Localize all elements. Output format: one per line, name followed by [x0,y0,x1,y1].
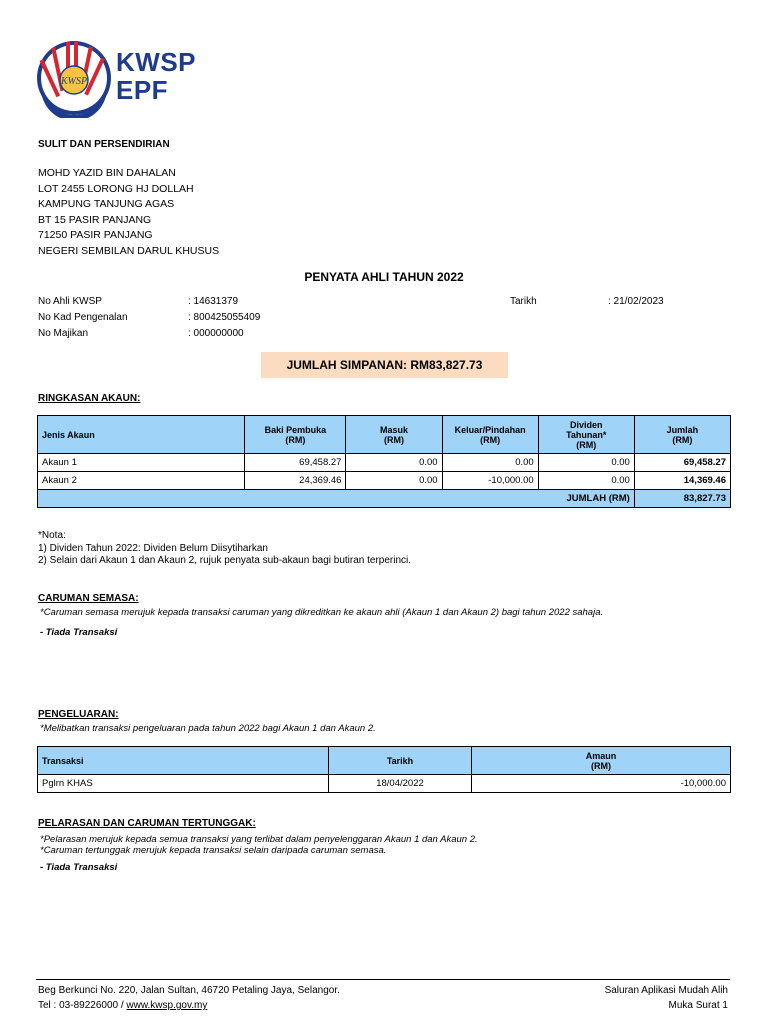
footer-contact [38,983,340,1013]
no-kp-value: : 800425055409 [188,312,261,323]
ringkasan-title: RINGKASAN AKAUN: [38,393,141,404]
footer-tel: Tel : 03-89226000 / [38,1000,127,1011]
no-ahli-value: : 14631379 [188,296,239,307]
header-dividen-line2: Tahunan* [566,429,607,440]
table-row [38,775,731,793]
classification-label: SULIT DAN PERSENDIRIAN [38,139,170,150]
total-label: JUMLAH (RM) [38,490,635,508]
logo-wordmark [116,48,196,104]
pengeluaran-note: *Melibatkan transaksi pengeluaran pada tahun 2022 bagi Akaun 1 dan Akaun 2. [40,723,376,734]
logo-line-epf: EPF [116,75,169,105]
footer-meta [605,983,728,1013]
cell-dividen: 0.00 [538,454,634,472]
footer-address: Beg Berkunci No. 220, Jalan Sultan, 46720 Petaling Jaya, Selangor. [38,985,340,996]
ringkasan-table [37,415,731,508]
cell-keluar: 0.00 [442,454,538,472]
nota-item: 1) Dividen Tahun 2022: Dividen Belum Diisytiharkan [38,542,268,554]
caruman-note: *Caruman semasa merujuk kepada transaksi caruman yang dikreditkan ke akaun ahli (Akaun 1 dan Akaun 2) bagi tahun 2022 sahaja. [40,607,604,618]
pelarasan-note: *Caruman tertunggak merujuk kepada transaksi selain daripada caruman semasa. [40,845,387,856]
no-majikan-label: No Majikan [38,328,89,339]
address-line: 71250 PASIR PANJANG [38,229,153,241]
cell-jenis: Akaun 2 [38,472,245,490]
address-line: BT 15 PASIR PANJANG [38,213,152,226]
table-row [38,454,731,472]
caruman-status: - Tiada Transaksi [40,627,118,638]
header-keluar-line: Keluar/Pindahan [454,424,526,435]
footer-divider [36,979,730,980]
cell-baki: 24,369.46 [245,472,346,490]
header-amaun-unit: (RM) [591,760,611,771]
footer-website-link[interactable]: www.kwsp.gov.my [126,1000,208,1011]
cell-jenis: Akaun 1 [38,454,245,472]
header-masuk [346,416,442,454]
table-header-row [38,416,731,454]
header-jumlah-unit: (RM) [672,434,693,445]
no-ahli-label: No Ahli KWSP [38,296,102,307]
header-amaun [472,747,731,775]
nota-title: *Nota: [38,530,66,541]
logo-line-kwsp: KWSP [116,47,196,77]
cell-transaksi: Pglrn KHAS [38,775,329,793]
seal-text: KWSP [60,76,88,87]
cell-jumlah: 14,369.46 [634,472,730,490]
pelarasan-note: *Pelarasan merujuk kepada semua transaksi yang terlibat dalam penyelenggaran Akaun 1 dan Akaun 2. [40,834,478,845]
cell-masuk: 0.00 [346,454,442,472]
header-masuk-unit: (RM) [384,434,404,445]
tarikh-label: Tarikh [510,296,537,307]
header-dividen-line: Dividen [569,419,603,430]
cell-keluar: -10,000.00 [442,472,538,490]
kwsp-seal-icon [36,38,116,118]
table-header-row [38,747,731,775]
cell-dividen: 0.00 [538,472,634,490]
header-amaun-line: Amaun [585,750,617,761]
total-savings-banner: JUMLAH SIMPANAN: RM83,827.73 [261,352,508,378]
header-keluar-unit: (RM) [480,434,501,445]
header-masuk-line: Masuk [379,424,408,435]
address-line: NEGERI SEMBILAN DARUL KHUSUS [38,244,220,257]
pelarasan-title: PELARASAN DAN CARUMAN TERTUNGGAK: [38,818,256,829]
no-majikan-value: : 000000000 [188,328,244,339]
footer-channel: Saluran Aplikasi Mudah Alih [604,985,728,996]
caruman-title: CARUMAN SEMASA: [38,593,139,604]
nota-section [38,530,411,568]
address-line: LOT 2455 LORONG HJ DOLLAH [38,182,194,195]
header-transaksi: Transaksi [38,747,329,775]
total-value: 83,827.73 [634,490,730,508]
header-dividen [538,416,634,454]
footer-tel-line [38,998,340,1013]
header-baki-unit: (RM) [285,434,306,445]
pelarasan-notes [40,834,478,856]
table-row [38,472,731,490]
header-keluar [442,416,538,454]
nota-item: 2) Selain dari Akaun 1 dan Akaun 2, rujuk penyata sub-akaun bagi butiran terperinci. [38,555,412,566]
header-tarikh: Tarikh [329,747,472,775]
cell-masuk: 0.00 [346,472,442,490]
header-baki-line: Baki Pembuka [264,424,327,435]
header-dividen-unit: (RM) [576,439,597,450]
address-line: MOHD YAZID BIN DAHALAN [38,167,176,179]
pengeluaran-table [37,746,731,793]
header-jumlah-line: Jumlah [666,424,699,435]
info-labels [38,294,128,342]
header-jumlah [634,416,730,454]
member-address [38,166,219,259]
header-jenis: Jenis Akaun [38,416,245,454]
cell-amaun: -10,000.00 [472,775,731,793]
tarikh-value: : 21/02/2023 [608,296,664,307]
table-total-row [38,490,731,508]
cell-baki: 69,458.27 [245,454,346,472]
cell-tarikh: 18/04/2022 [329,775,472,793]
info-values [188,294,260,342]
pelarasan-status: - Tiada Transaksi [40,862,118,873]
pengeluaran-title: PENGELUARAN: [38,709,119,720]
statement-title: PENYATA AHLI TAHUN 2022 [304,270,464,284]
cell-jumlah: 69,458.27 [634,454,730,472]
address-line: KAMPUNG TANJUNG AGAS [38,198,175,210]
footer-page-number: Muka Surat 1 [668,1000,728,1011]
no-kp-label: No Kad Pengenalan [38,312,128,323]
header-baki [245,416,346,454]
